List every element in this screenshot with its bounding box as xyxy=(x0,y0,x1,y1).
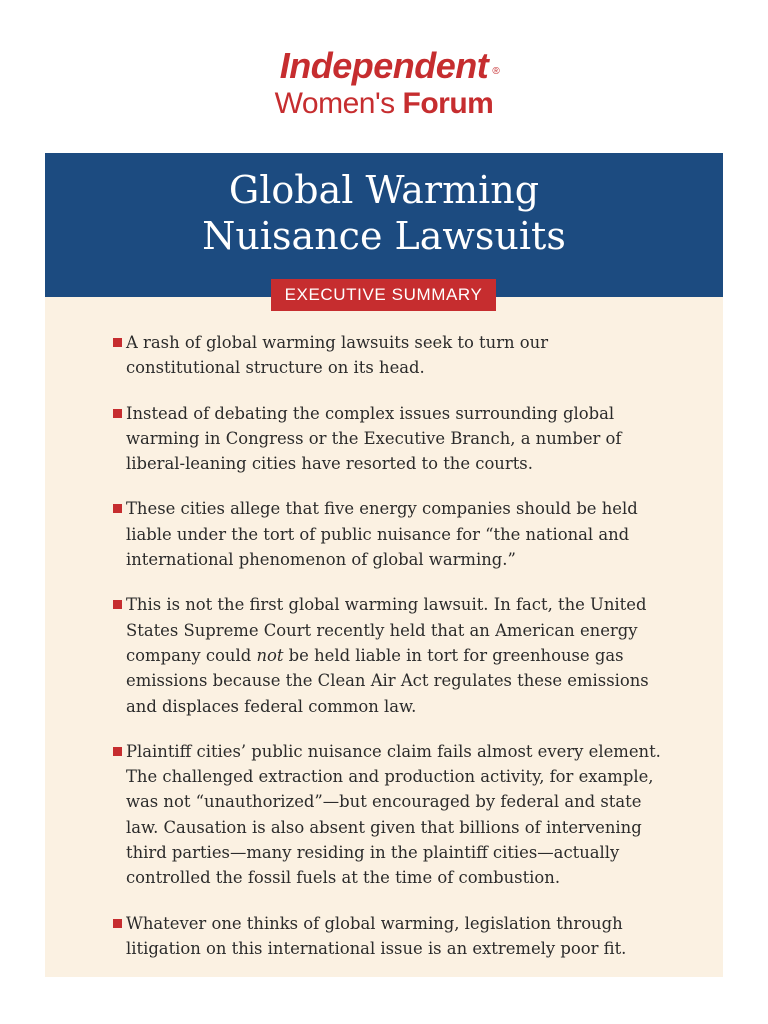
bullet-item xyxy=(45,496,723,572)
bullet-text-before: This is not the first global warming lawsuit. In fact, the United States Supreme Court recently held that an American energy company could xyxy=(126,595,647,665)
registered-mark: ® xyxy=(492,66,500,77)
logo-line2-prefix: Women's xyxy=(274,87,403,120)
bullet-text: Instead of debating the complex issues surrounding global warming in Congress or the Executive Branch, a number of liberal-leaning cities have resorted to the courts. xyxy=(126,403,622,474)
bullet-text-after: be held liable in tort for greenhouse gas emissions because the Clean Air Act regulates these emissions and displaces federal common law. xyxy=(126,645,649,716)
bullet-text: These cities allege that five energy companies should be held liable under the tort of public nuisance for “the national and international phenomenon of global warming.” xyxy=(126,499,638,570)
bullet-item xyxy=(45,330,723,381)
red-square-bullet-icon xyxy=(113,409,122,418)
bullet-item xyxy=(45,592,723,718)
logo-wordmark-independent xyxy=(279,44,500,88)
page-title-line1: Global Warming xyxy=(228,168,540,212)
title-banner xyxy=(45,153,723,297)
page-title-line2: Nuisance Lawsuits xyxy=(202,214,566,258)
page-title xyxy=(45,167,723,259)
bullet-text: Plaintiff cities’ public nuisance claim fails almost every element. The challenged extraction and production activity, for example, was not “unauthorized”—but encouraged by federal and state law. Causation is also absent given that billions of intervening third parties—many residing in the plaintiff cities—actually controlled the fossil fuels at the time of combustion. xyxy=(126,741,661,888)
logo-line2-suffix: Forum xyxy=(402,87,494,120)
logo-wordmark-womens-forum xyxy=(0,88,768,120)
summary-bullet-list xyxy=(45,330,723,981)
red-square-bullet-icon xyxy=(113,338,122,347)
bullet-item xyxy=(45,401,723,477)
summary-panel xyxy=(45,297,723,977)
red-square-bullet-icon xyxy=(113,600,122,609)
red-square-bullet-icon xyxy=(113,919,122,928)
red-square-bullet-icon xyxy=(113,747,122,756)
bullet-item xyxy=(45,739,723,891)
organization-logo xyxy=(0,44,768,120)
bullet-text: Whatever one thinks of global warming, legislation through litigation on this international issue is an extremely poor fit. xyxy=(126,913,627,958)
bullet-emphasis: not xyxy=(256,645,284,665)
executive-summary-badge: EXECUTIVE SUMMARY xyxy=(271,279,496,311)
logo-line1-text: Independent xyxy=(279,45,489,86)
red-square-bullet-icon xyxy=(113,504,122,513)
bullet-text: A rash of global warming lawsuits seek to turn our constitutional structure on its head. xyxy=(126,333,549,378)
bullet-item xyxy=(45,911,723,962)
